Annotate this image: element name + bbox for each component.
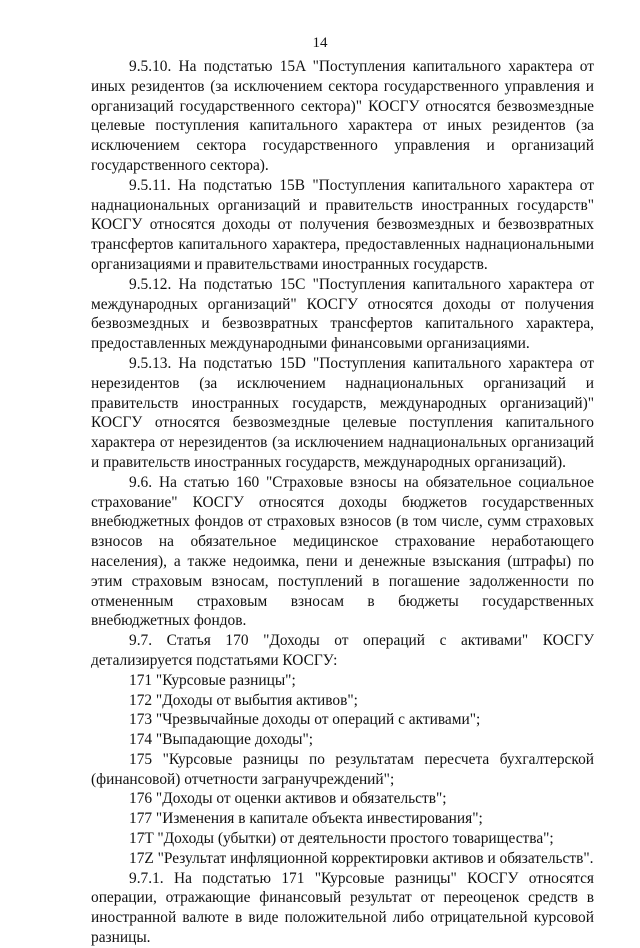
paragraph-9-5-12: 9.5.12. На подстатью 15C "Поступления капитального характера от международных организаций" КОСГУ относятся доходы от получения безвозмездных и безвозвратных трансфертов капитального характера, предоставленных международными финансовыми организациями. [91, 275, 594, 353]
list-item-176: 176 "Доходы от оценки активов и обязательств"; [129, 790, 447, 808]
list-item-171: 171 "Курсовые разницы"; [129, 671, 296, 689]
paragraph-9-5-10: 9.5.10. На подстатью 15A "Поступления капитального характера от иных резидентов (за исключением сектора государственного управления и организаций государственного сектора)" КОСГУ относятся безвозмездные целевые поступления капитального характера от иных резидентов (за исключением сектора государственного управления и организаций государственного сектора). [91, 58, 594, 174]
paragraph-9-7: 9.7. Статья 170 "Доходы от операций с активами" КОСГУ детализируется подстатьями КОСГУ: [91, 632, 594, 669]
paragraph-9-6: 9.6. На статью 160 "Страховые взносы на обязательное социальное страхование" КОСГУ относятся доходы бюджетов государственных внебюджетных фондов от страховых взносов (в том числе, сумм страховых взносов на обязательное медицинское страхование неработающего населения), а также недоимка, пени и денежные взыскания (штрафы) по этим страховым взносам, поступлений в погашение задолженности по отмененным страховым взносам в бюджеты государственных внебюджетных фондов. [91, 473, 594, 630]
paragraph-9-5-11: 9.5.11. На подстатью 15B "Поступления капитального характера от наднациональных организаций и правительств иностранных государств" КОСГУ относятся доходы от получения безвозмездных и безвозвратных трансфертов капитального характера, предоставленных наднациональными организациями и правительствами иностранных государств. [91, 176, 594, 273]
list-item-172: 172 "Доходы от выбытия активов"; [129, 691, 358, 709]
list-item-175: 175 "Курсовые разницы по результатам пересчета бухгалтерской (финансовой) отчетности загранучреждений"; [91, 750, 594, 788]
paragraph-9-5-13: 9.5.13. На подстатью 15D "Поступления капитального характера от нерезидентов (за исключением наднациональных организаций и правительств иностранных государств, международных организаций)" КОСГУ относятся безвозмездные целевые поступления капитального характера от нерезидентов (за исключением наднациональных организаций и правительств иностранных государств, международных организаций). [91, 354, 594, 471]
document-body [91, 57, 594, 948]
list-item-174: 174 "Выпадающие доходы"; [129, 731, 314, 749]
list-item-17t: 17T "Доходы (убытки) от деятельности простого товарищества"; [129, 830, 554, 848]
list-item-177: 177 "Изменения в капитале объекта инвестирования"; [129, 810, 483, 828]
paragraph-9-7-1: 9.7.1. На подстатью 171 "Курсовые разницы" КОСГУ относятся операции, отражающие финансовый результат от переоценок средств в иностранной валюте в виде положительной либо отрицательной курсовой разницы. [91, 869, 594, 947]
page-number: 14 [312, 35, 328, 51]
list-item-173: 173 "Чрезвычайные доходы от операций с активами"; [129, 711, 481, 729]
list-item-17z: 17Z "Результат инфляционной корректировки активов и обязательств". [129, 849, 594, 867]
